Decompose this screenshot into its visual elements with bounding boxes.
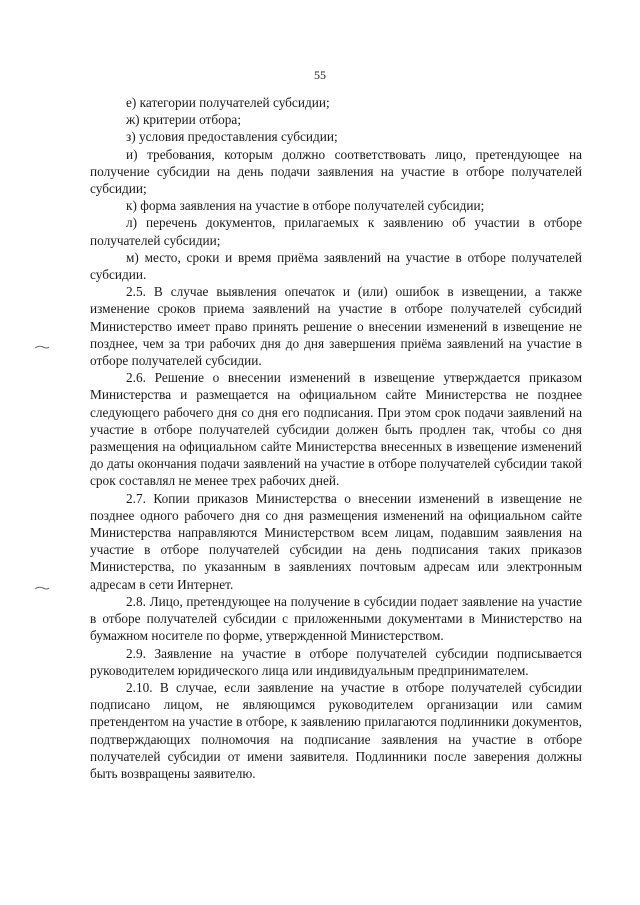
document-body <box>90 94 582 782</box>
list-item: к) форма заявления на участие в отборе получателей субсидии; <box>126 198 485 214</box>
margin-scan-mark <box>34 344 50 350</box>
list-item: м) место, сроки и время приёма заявлений на участие в отборе получателей субсидии. <box>90 249 582 283</box>
list-item: е) категории получателей субсидии; <box>126 95 330 110</box>
list-item: и) требования, которым должно соответствовать лицо, претендующее на получение субсидии на день подачи заявления на участие в отборе получателей субсидии; <box>90 146 582 197</box>
paragraph-2-8: 2.8. Лицо, претендующее на получение в субсидии подает заявление на участие в отборе получателей субсидии с приложенными документами в Министерство на бумажном носителе по форме, утвержденной Министерством. <box>90 593 582 644</box>
paragraph-2-7: 2.7. Копии приказов Министерства о внесении изменений в извещение не позднее одного рабочего дня со дня размещения изменений на официальном сайте Министерства направляются Министерством всем лицам, подавшим заявления на участие в отборе получателей субсидии на день подписания таких приказов Министерства, по указанным в заявлениях почтовым адресам или электронным адресам в сети Интернет. <box>90 490 582 592</box>
paragraph-2-6: 2.6. Решение о внесении изменений в извещение утверждается приказом Министерства и размещается на официальном сайте Министерства не позднее следующего рабочего дня со дня его подписания. При этом срок подачи заявлений на участие в отборе получателей субсидии должен быть продлен так, чтобы со дня размещения на официальном сайте Министерства внесенных в извещение изменений до даты окончания подачи заявлений на участие в отборе получателей субсидии такой срок составлял не менее трех рабочих дней. <box>90 370 582 489</box>
list-item: л) перечень документов, прилагаемых к заявлению об участии в отборе получателей субсидии; <box>90 215 582 248</box>
paragraph-2-9: 2.9. Заявление на участие в отборе получателей субсидии подписывается руководителем юридического лица или индивидуальным предпринимателем. <box>90 645 582 678</box>
paragraph-2-10: 2.10. В случае, если заявление на участие в отборе получателей субсидии подписано лицом, не являющимся руководителем организации или самим претендентом на участие в отборе, к заявлению прилагаются подлинники документов, подтверждающих полномочия на подписание заявления на участие в отборе получателей субсидии от имени заявителя. Подлинники после заверения должны быть возвращены заявителю. <box>90 679 582 781</box>
margin-scan-mark <box>34 585 50 591</box>
list-item: ж) критерии отбора; <box>126 112 242 128</box>
list-item: з) условия предоставления субсидии; <box>126 129 338 145</box>
page-number: 55 <box>314 68 326 82</box>
paragraph-2-5: 2.5. В случае выявления опечаток и (или) ошибок в извещении, а также изменение сроков приема заявлений на участие в отборе получателей субсидий Министерство имеет право принять решение о внесении изменений в извещение не позднее, чем за три рабочих дня до дня завершения приёма заявлений на участие в отборе получателей субсидии. <box>90 284 582 369</box>
